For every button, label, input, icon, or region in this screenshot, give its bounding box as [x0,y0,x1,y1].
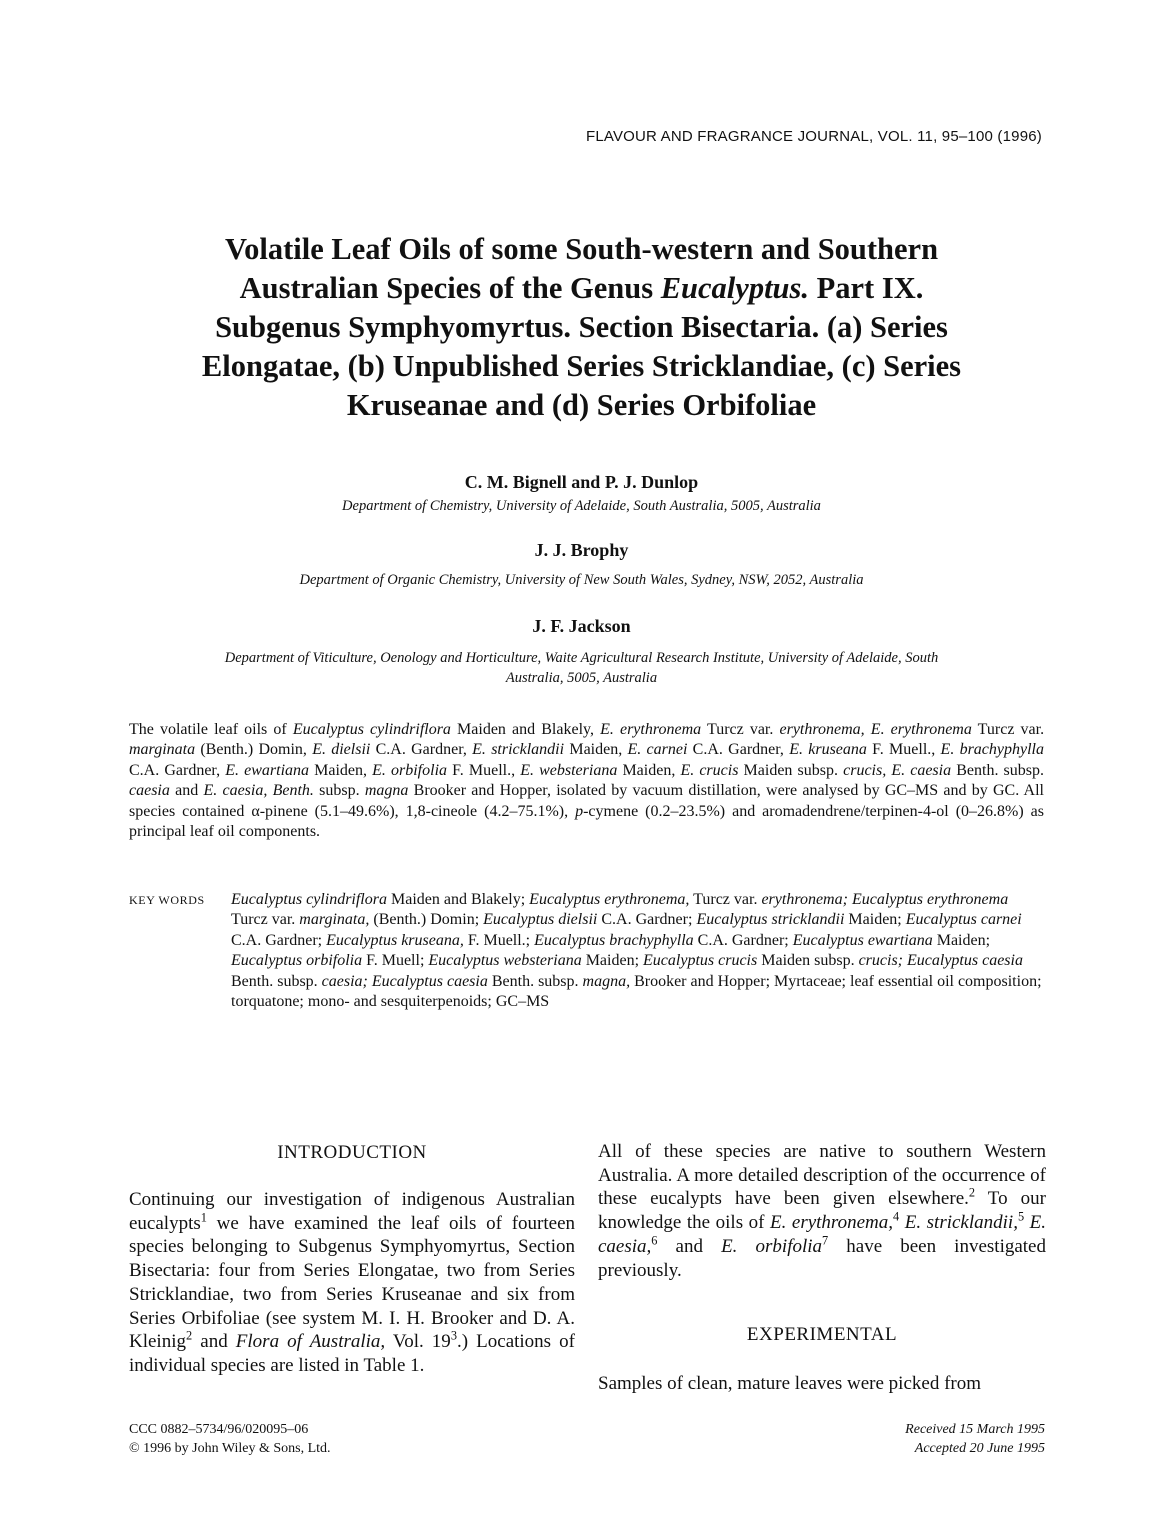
author-affiliation: Department of Organic Chemistry, University of New South Wales, Sydney, NSW, 2052, Australia [299,572,864,588]
paper-title [130,230,1033,425]
author-names: C. M. Bignell and P. J. Dunlop [464,472,699,492]
introduction-heading: INTRODUCTION [277,1142,427,1163]
title-line: Subgenus Symphyomyrtus. Section Bisectaria. (a) Series [215,310,948,344]
journal-header: FLAVOUR AND FRAGRANCE JOURNAL, VOL. 11, 95–100 (1996) [585,128,1042,145]
title-line: Kruseanae and (d) Series Orbifoliae [346,388,817,422]
author-names: J. F. Jackson [532,616,631,636]
title-text: Part IX. [809,271,924,305]
title-line: Elongatae, (b) Unpublished Series Stricklandiae, (c) Series [201,349,962,383]
author-affiliation [120,648,1043,688]
introduction-text: Continuing our investigation of indigenous Australian eucalypts$^1$ we have examined the leaf oils of fourteen species belonging to Subgenus Symphyomyrtus, Section Bisectaria: four from Series Elongatae, two from Series Stricklandiae, two from Series Kruseanae and six from Series Orbifoliae (see system M. I. H. Brooker and D. A. Kleinig$^2$ and Flora of Australia, Vol. $19^3$.) Locations of individual species are listed in Table 1. [129,1189,575,1376]
title-line: Volatile Leaf Oils of some South-western and Southern [224,232,939,266]
affiliation-line: Australia, 5005, Australia [505,670,658,686]
experimental-heading: EXPERIMENTAL [746,1324,898,1345]
author-affiliation: Department of Chemistry, University of Adelaide, South Australia, 5005, Australia [342,498,821,514]
title-text: Australian Species of the Genus [239,271,661,305]
footer-copyright [129,1420,331,1458]
accepted-date: Accepted 20 June 1995 [914,1441,1045,1456]
copyright-line: © 1996 by John Wiley & Sons, Ltd. [129,1441,331,1456]
abstract: The volatile leaf oils of Eucalyptus cylindriflora Maiden and Blakely, E. erythronema Turcz var. erythronema, E. erythronema Turcz var. marginata (Benth.) Domin, E. dielsii C.A. Gardner, E. stricklandii Maiden, E. carnei C.A. Gardner, E. kruseana F. Muell., E. brachyphylla C.A. Gardner, E. ewartiana Maiden, E. orbifolia F. Muell., E. websteriana Maiden, E. crucis Maiden subsp. crucis, E. caesia Benth. subsp. caesia and E. caesia, Benth. subsp. magna Brooker and Hopper, isolated by vacuum distillation, were analysed by GC–MS and by GC. All species contained α-pinene (5.1–49.6%), 1,8-cineole (4.2–75.1%), p-cymene (0.2–23.5%) and aromadendrene/terpinen-4-ol (0–26.8%) as principal leaf oil components. [129,721,1045,841]
right-column-text: All of these species are native to southern Western Australia. A more detailed description of the occurrence of these eucalypts have been given elsewhere.$^2$ To our knowledge the oils of E. erythronema,$^4$ E. stricklandii,$^5$ E. caesia,$^6$ and E. orbifolia$^7$ have been investigated previously. [598,1141,1047,1281]
affiliation-line: Department of Viticulture, Oenology and Horticulture, Waite Agricultural Research Institute, University of Adelaide, South [224,650,939,666]
author-names: J. J. Brophy [534,540,629,560]
title-line [130,269,1033,308]
experimental-text: Samples of clean, mature leaves were picked from [598,1373,982,1394]
keywords-label: KEY WORDS [129,893,205,907]
ccc-code: CCC 0882–5734/96/020095–06 [129,1422,309,1437]
received-date: Received 15 March 1995 [905,1422,1045,1437]
keywords-list: Eucalyptus cylindriflora Maiden and Blakely; Eucalyptus erythronema, Turcz var. erythronema; Eucalyptus erythronema Turcz var. marginata, (Benth.) Domin; Eucalyptus dielsii C.A. Gardner; Eucalyptus stricklandii Maiden; Eucalyptus carnei C.A. Gardner; Eucalyptus kruseana, F. Muell.; Eucalyptus brachyphylla C.A. Gardner; Eucalyptus ewartiana Maiden; Eucalyptus orbifolia F. Muell; Eucalyptus websteriana Maiden; Eucalyptus crucis Maiden subsp. crucis; Eucalyptus caesia Benth. subsp. caesia; Eucalyptus caesia Benth. subsp. magna, Brooker and Hopper; Myrtaceae; leaf essential oil composition; torquatone; mono- and sesquiterpenoids; GC–MS [231,891,1042,1011]
title-genus: Eucalyptus. [660,271,810,305]
footer-dates [905,1420,1045,1458]
